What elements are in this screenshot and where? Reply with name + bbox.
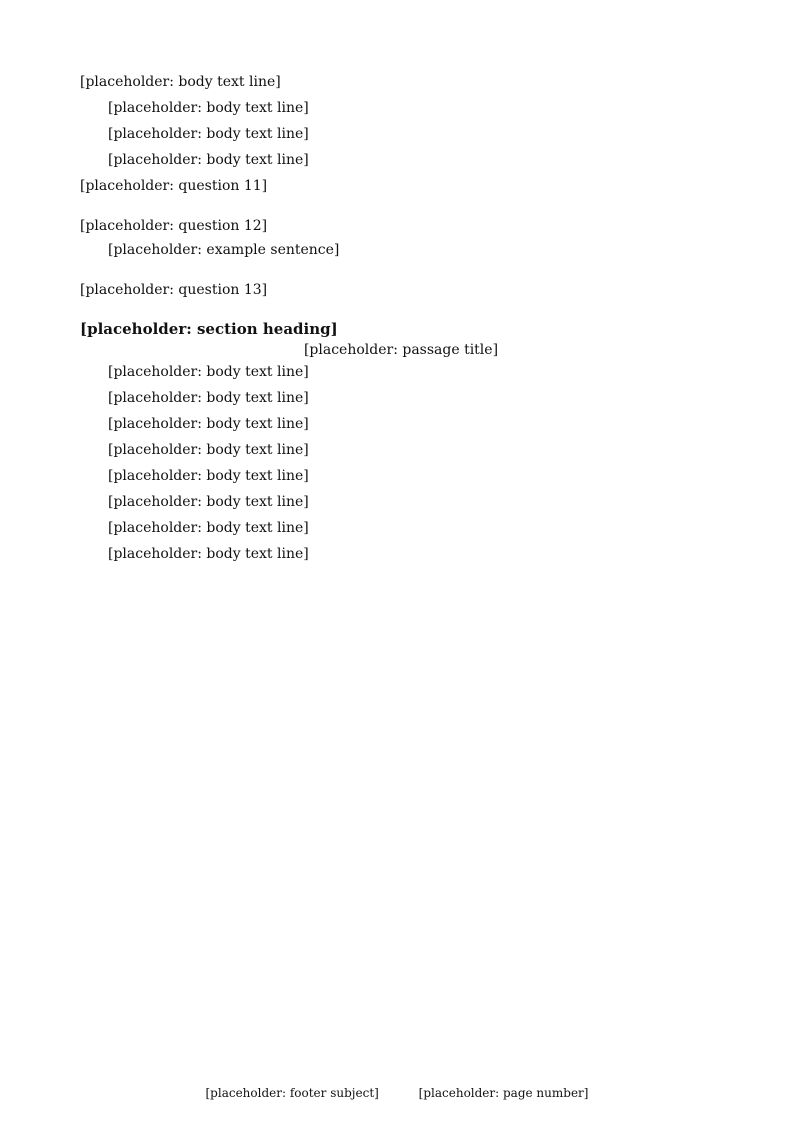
paragraph: [placeholder: body text line] [108, 390, 309, 406]
paragraph: [placeholder: body text line] [108, 126, 309, 142]
paragraph: [placeholder: body text line] [108, 520, 309, 536]
passage-title: [placeholder: passage title] [303, 342, 499, 358]
question-12: [placeholder: question 12] [80, 218, 268, 234]
paragraph: [placeholder: body text line] [108, 442, 309, 458]
footer-page: [placeholder: page number] [418, 1086, 589, 1100]
paragraph: [placeholder: body text line] [108, 494, 309, 510]
question-13: [placeholder: question 13] [80, 282, 268, 298]
section-heading: [placeholder: section heading] [80, 320, 338, 338]
paragraph: [placeholder: body text line] [108, 100, 309, 116]
paragraph: [placeholder: body text line] [108, 416, 309, 432]
question-11: [placeholder: question 11] [80, 178, 268, 194]
question-12-sentence: [placeholder: example sentence] [108, 242, 340, 258]
paragraph: [placeholder: body text line] [108, 364, 309, 380]
paragraph: [placeholder: body text line] [108, 468, 309, 484]
paragraph: [placeholder: body text line] [108, 546, 309, 562]
paragraph: [placeholder: body text line] [80, 74, 281, 90]
footer-subject: [placeholder: footer subject] [205, 1086, 379, 1100]
paragraph: [placeholder: body text line] [108, 152, 309, 168]
page-footer [0, 1086, 794, 1100]
